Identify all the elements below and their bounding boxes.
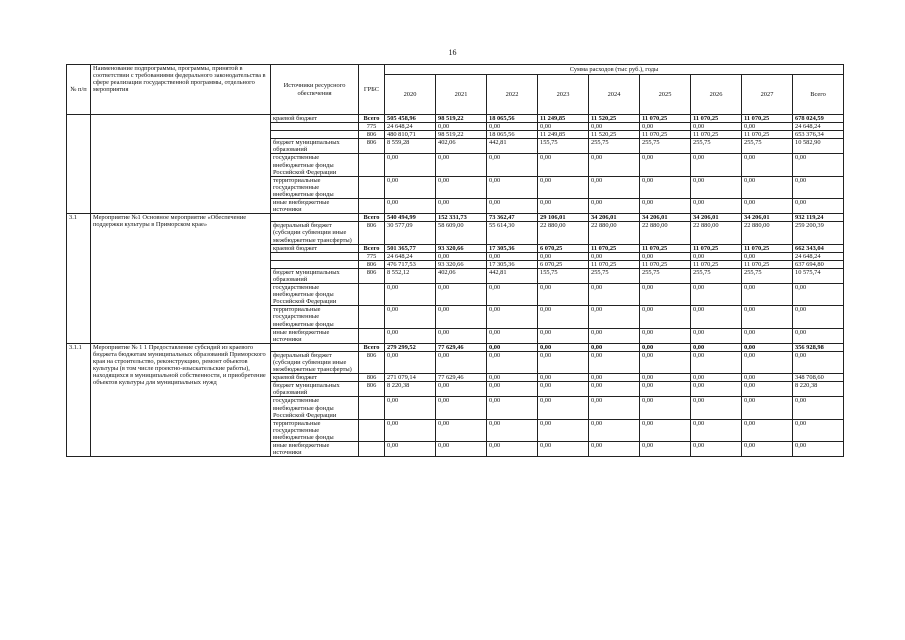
year-value: 0,00: [385, 397, 436, 419]
year-value: 0,00: [436, 351, 487, 373]
funding-source: государственные внебюджетные фонды Российской Федерации: [271, 397, 359, 419]
table-header: [67, 65, 844, 115]
year-value: 24 648,24: [385, 252, 436, 260]
year-value: 34 206,01: [742, 214, 793, 222]
year-value: 11 070,25: [640, 131, 691, 139]
header-year: 2024: [589, 75, 640, 115]
total-value: 662 343,04: [793, 244, 844, 252]
year-value: 77 629,46: [436, 343, 487, 351]
year-value: 0,00: [487, 374, 538, 382]
year-value: 11 070,25: [691, 131, 742, 139]
year-value: 0,00: [436, 154, 487, 176]
year-value: 0,00: [589, 382, 640, 397]
year-value: 0,00: [487, 382, 538, 397]
year-value: 93 320,66: [436, 260, 487, 268]
header-year: 2021: [436, 75, 487, 115]
year-value: 34 206,01: [640, 214, 691, 222]
year-value: 98 519,22: [436, 131, 487, 139]
row-number: [67, 115, 91, 214]
header-year: 2023: [538, 75, 589, 115]
header-year: 2020: [385, 75, 436, 115]
year-value: 11 520,25: [589, 131, 640, 139]
year-value: 11 520,25: [589, 115, 640, 123]
year-value: 0,00: [589, 351, 640, 373]
total-value: 0,00: [793, 284, 844, 306]
year-value: 0,00: [691, 374, 742, 382]
year-value: 0,00: [538, 374, 589, 382]
grbs-code: [359, 176, 385, 198]
funding-source: [271, 214, 359, 222]
year-value: 402,06: [436, 139, 487, 154]
funding-source: бюджет муниципальных образований: [271, 268, 359, 283]
year-value: 0,00: [487, 419, 538, 441]
funding-source: иные внебюджетные источники: [271, 199, 359, 214]
total-value: 0,00: [793, 397, 844, 419]
year-value: 0,00: [385, 284, 436, 306]
grbs-code: [359, 199, 385, 214]
total-value: 0,00: [793, 306, 844, 328]
grbs-code: [359, 419, 385, 441]
funding-source: краевой бюджет: [271, 374, 359, 382]
year-value: 11 249,85: [538, 131, 589, 139]
year-value: 8 552,12: [385, 268, 436, 283]
total-value: 932 119,24: [793, 214, 844, 222]
grbs-code: [359, 328, 385, 343]
funding-source: территориальные государственные внебюджетные фонды: [271, 419, 359, 441]
year-value: 402,06: [436, 268, 487, 283]
year-value: 11 070,25: [691, 244, 742, 252]
year-value: 540 494,99: [385, 214, 436, 222]
year-value: 0,00: [640, 306, 691, 328]
year-value: 476 717,53: [385, 260, 436, 268]
year-value: 0,00: [436, 419, 487, 441]
funding-source: [271, 123, 359, 131]
year-value: 58 609,00: [436, 222, 487, 244]
year-value: 93 320,66: [436, 244, 487, 252]
grbs-code: 806: [359, 260, 385, 268]
year-value: 11 070,25: [640, 260, 691, 268]
grbs-code: [359, 284, 385, 306]
year-value: 0,00: [436, 284, 487, 306]
funding-source: иные внебюджетные источники: [271, 442, 359, 457]
year-value: 0,00: [691, 284, 742, 306]
year-value: 8 220,38: [385, 382, 436, 397]
year-value: 0,00: [589, 419, 640, 441]
year-value: 0,00: [538, 419, 589, 441]
year-value: 0,00: [691, 397, 742, 419]
year-value: 0,00: [385, 351, 436, 373]
table-row: [67, 343, 844, 351]
year-value: 0,00: [640, 123, 691, 131]
year-value: 255,75: [742, 139, 793, 154]
year-value: 0,00: [640, 442, 691, 457]
program-name: Мероприятие № 1 1 Предоставление субсидий из краевого бюджета бюджетам муниципальных образований Приморского края на строительство, реконструкцию, ремонт объектов культуры (в том числе проектно-изыскательские работы), находящихся в муниципальной собственности, и приобретение объектов культуры для муниципальных нужд: [91, 343, 271, 456]
year-value: 22 880,00: [589, 222, 640, 244]
year-value: 0,00: [538, 252, 589, 260]
year-value: 0,00: [640, 328, 691, 343]
funding-source: государственные внебюджетные фонды Российской Федерации: [271, 284, 359, 306]
grbs-code: 806: [359, 351, 385, 373]
grbs-code: 806: [359, 374, 385, 382]
year-value: 11 249,85: [538, 115, 589, 123]
year-value: 152 331,73: [436, 214, 487, 222]
total-value: 259 200,39: [793, 222, 844, 244]
year-value: 0,00: [742, 343, 793, 351]
year-value: 0,00: [640, 199, 691, 214]
total-value: 8 220,38: [793, 382, 844, 397]
year-value: 8 559,28: [385, 139, 436, 154]
year-value: 11 070,25: [742, 115, 793, 123]
year-value: 17 305,36: [487, 260, 538, 268]
year-value: 0,00: [742, 442, 793, 457]
year-value: 0,00: [691, 442, 742, 457]
year-value: 0,00: [436, 397, 487, 419]
funding-source: бюджет муниципальных образований: [271, 139, 359, 154]
year-value: 0,00: [487, 123, 538, 131]
year-value: 0,00: [538, 397, 589, 419]
year-value: 0,00: [640, 382, 691, 397]
grbs-code: Всего: [359, 343, 385, 351]
grbs-code: 806: [359, 268, 385, 283]
year-value: 0,00: [436, 328, 487, 343]
year-value: 0,00: [487, 176, 538, 198]
year-value: 255,75: [691, 139, 742, 154]
year-value: 0,00: [487, 397, 538, 419]
year-value: 34 206,01: [589, 214, 640, 222]
year-value: 22 880,00: [538, 222, 589, 244]
funding-source: [271, 252, 359, 260]
funding-source: краевой бюджет: [271, 115, 359, 123]
header-year: 2025: [640, 75, 691, 115]
year-value: 0,00: [691, 154, 742, 176]
total-value: 678 024,59: [793, 115, 844, 123]
year-value: 0,00: [385, 176, 436, 198]
year-value: 0,00: [691, 252, 742, 260]
year-value: 11 070,25: [640, 244, 691, 252]
year-value: 0,00: [538, 284, 589, 306]
table-row: [67, 214, 844, 222]
year-value: 0,00: [691, 382, 742, 397]
year-value: 0,00: [589, 328, 640, 343]
year-value: 0,00: [691, 176, 742, 198]
year-value: 11 070,25: [589, 260, 640, 268]
total-value: 0,00: [793, 154, 844, 176]
year-value: 0,00: [742, 351, 793, 373]
year-value: 0,00: [436, 442, 487, 457]
program-name: [91, 115, 271, 214]
year-value: 0,00: [436, 382, 487, 397]
year-value: 0,00: [589, 252, 640, 260]
year-value: 11 070,25: [589, 244, 640, 252]
year-value: 0,00: [487, 306, 538, 328]
total-value: 10 582,90: [793, 139, 844, 154]
year-value: 0,00: [691, 343, 742, 351]
year-value: 22 880,00: [742, 222, 793, 244]
year-value: 0,00: [742, 154, 793, 176]
year-value: 0,00: [589, 176, 640, 198]
grbs-code: 806: [359, 222, 385, 244]
total-value: 0,00: [793, 442, 844, 457]
year-value: 0,00: [436, 252, 487, 260]
year-value: 0,00: [487, 442, 538, 457]
total-value: 24 648,24: [793, 123, 844, 131]
year-value: 0,00: [691, 328, 742, 343]
row-number: 3.1: [67, 214, 91, 344]
year-value: 0,00: [487, 284, 538, 306]
year-value: 11 070,25: [691, 260, 742, 268]
row-number: 3.1.1: [67, 343, 91, 456]
year-value: 0,00: [538, 154, 589, 176]
total-value: 0,00: [793, 176, 844, 198]
year-value: 0,00: [691, 199, 742, 214]
header-name: Наименование подпрограммы, программы, принятой в соответствии с требованиями федерального законодательства в сфере реализации государственной программы, отдельного мероприятия: [91, 65, 271, 115]
header-sum-group: Сумма расходов (тыс руб.), годы: [385, 65, 844, 75]
funding-source: федеральный бюджет (субсидии субвенции иные межбюджетные трансферты): [271, 351, 359, 373]
year-value: 0,00: [538, 176, 589, 198]
grbs-code: Всего: [359, 115, 385, 123]
budget-table: [66, 64, 844, 457]
year-value: 0,00: [436, 306, 487, 328]
year-value: 271 079,14: [385, 374, 436, 382]
year-value: 0,00: [640, 397, 691, 419]
year-value: 77 629,46: [436, 374, 487, 382]
grbs-code: Всего: [359, 214, 385, 222]
header-year: 2026: [691, 75, 742, 115]
grbs-code: 806: [359, 131, 385, 139]
year-value: 0,00: [538, 199, 589, 214]
year-value: 73 362,47: [487, 214, 538, 222]
year-value: 155,75: [538, 268, 589, 283]
year-value: 0,00: [538, 306, 589, 328]
year-value: 0,00: [589, 284, 640, 306]
year-value: 0,00: [742, 306, 793, 328]
year-value: 255,75: [691, 268, 742, 283]
year-value: 0,00: [436, 199, 487, 214]
funding-source: территориальные государственные внебюджетные фонды: [271, 176, 359, 198]
year-value: 255,75: [589, 139, 640, 154]
grbs-code: [359, 306, 385, 328]
total-value: 637 694,80: [793, 260, 844, 268]
year-value: 279 299,52: [385, 343, 436, 351]
year-value: 0,00: [538, 343, 589, 351]
year-value: 255,75: [640, 139, 691, 154]
year-value: 0,00: [742, 419, 793, 441]
funding-source: [271, 131, 359, 139]
year-value: 18 065,56: [487, 131, 538, 139]
funding-source: федеральный бюджет (субсидии субвенции иные межбюджетные трансферты): [271, 222, 359, 244]
year-value: 0,00: [742, 374, 793, 382]
year-value: 0,00: [385, 154, 436, 176]
year-value: 0,00: [487, 199, 538, 214]
year-value: 0,00: [742, 284, 793, 306]
year-value: 0,00: [487, 328, 538, 343]
total-value: 348 708,60: [793, 374, 844, 382]
year-value: 0,00: [742, 397, 793, 419]
funding-source: краевой бюджет: [271, 244, 359, 252]
year-value: 24 648,24: [385, 123, 436, 131]
header-year: Всего: [793, 75, 844, 115]
year-value: 0,00: [487, 351, 538, 373]
year-value: 0,00: [487, 154, 538, 176]
year-value: 0,00: [640, 154, 691, 176]
year-value: 505 458,96: [385, 115, 436, 123]
year-value: 0,00: [538, 328, 589, 343]
year-value: 29 106,01: [538, 214, 589, 222]
year-value: 0,00: [385, 442, 436, 457]
header-num: № п/п: [67, 65, 91, 115]
total-value: 0,00: [793, 351, 844, 373]
year-value: 0,00: [538, 442, 589, 457]
year-value: 11 070,25: [640, 115, 691, 123]
grbs-code: 775: [359, 123, 385, 131]
year-value: 6 070,25: [538, 244, 589, 252]
header-year: 2022: [487, 75, 538, 115]
total-value: 653 376,34: [793, 131, 844, 139]
year-value: 0,00: [589, 374, 640, 382]
total-value: 24 648,24: [793, 252, 844, 260]
grbs-code: 806: [359, 382, 385, 397]
year-value: 0,00: [589, 397, 640, 419]
year-value: 0,00: [487, 343, 538, 351]
program-name: Мероприятие №1 Основное мероприятие «Обеспечение поддержки культуры в Приморском крае»: [91, 214, 271, 344]
table-row: [67, 115, 844, 123]
year-value: 0,00: [742, 252, 793, 260]
year-value: 0,00: [742, 199, 793, 214]
year-value: 0,00: [691, 351, 742, 373]
year-value: 17 305,36: [487, 244, 538, 252]
year-value: 0,00: [742, 382, 793, 397]
year-value: 0,00: [691, 123, 742, 131]
year-value: 18 065,56: [487, 115, 538, 123]
funding-source: иные внебюджетные источники: [271, 328, 359, 343]
year-value: 0,00: [385, 328, 436, 343]
year-value: 0,00: [436, 123, 487, 131]
year-value: 155,75: [538, 139, 589, 154]
year-value: 55 614,30: [487, 222, 538, 244]
year-value: 30 577,09: [385, 222, 436, 244]
year-value: 0,00: [385, 199, 436, 214]
grbs-code: Всего: [359, 244, 385, 252]
total-value: 356 928,98: [793, 343, 844, 351]
year-value: 0,00: [640, 351, 691, 373]
year-value: 11 070,25: [691, 115, 742, 123]
year-value: 0,00: [538, 123, 589, 131]
year-value: 0,00: [487, 252, 538, 260]
year-value: 0,00: [589, 154, 640, 176]
year-value: 11 070,25: [742, 131, 793, 139]
page-number: 16: [448, 48, 457, 57]
total-value: 0,00: [793, 419, 844, 441]
year-value: 255,75: [640, 268, 691, 283]
year-value: 0,00: [640, 419, 691, 441]
year-value: 0,00: [640, 176, 691, 198]
year-value: 501 365,77: [385, 244, 436, 252]
total-value: 0,00: [793, 328, 844, 343]
year-value: 0,00: [589, 306, 640, 328]
year-value: 442,81: [487, 139, 538, 154]
funding-source: [271, 260, 359, 268]
year-value: 22 880,00: [691, 222, 742, 244]
year-value: 0,00: [691, 306, 742, 328]
year-value: 0,00: [538, 351, 589, 373]
grbs-code: [359, 154, 385, 176]
year-value: 98 519,22: [436, 115, 487, 123]
year-value: 0,00: [589, 343, 640, 351]
year-value: 0,00: [589, 199, 640, 214]
year-value: 0,00: [589, 123, 640, 131]
year-value: 442,81: [487, 268, 538, 283]
year-value: 255,75: [589, 268, 640, 283]
year-value: 0,00: [640, 252, 691, 260]
grbs-code: 806: [359, 139, 385, 154]
header-year: 2027: [742, 75, 793, 115]
year-value: 11 070,25: [742, 260, 793, 268]
year-value: 11 070,25: [742, 244, 793, 252]
year-value: 0,00: [640, 284, 691, 306]
table-body: [67, 115, 844, 457]
year-value: 255,75: [742, 268, 793, 283]
year-value: 0,00: [691, 419, 742, 441]
year-value: 34 206,01: [691, 214, 742, 222]
funding-source: бюджет муниципальных образований: [271, 382, 359, 397]
year-value: 6 070,25: [538, 260, 589, 268]
year-value: 0,00: [538, 382, 589, 397]
year-value: 0,00: [385, 419, 436, 441]
grbs-code: [359, 442, 385, 457]
total-value: 10 575,74: [793, 268, 844, 283]
year-value: 0,00: [385, 306, 436, 328]
header-grbs: ГРБС: [359, 65, 385, 115]
funding-source: территориальные государственные внебюджетные фонды: [271, 306, 359, 328]
grbs-code: [359, 397, 385, 419]
year-value: 0,00: [742, 328, 793, 343]
funding-source: [271, 343, 359, 351]
total-value: 0,00: [793, 199, 844, 214]
year-value: 480 810,71: [385, 131, 436, 139]
year-value: 22 880,00: [640, 222, 691, 244]
year-value: 0,00: [742, 176, 793, 198]
year-value: 0,00: [742, 123, 793, 131]
grbs-code: 775: [359, 252, 385, 260]
year-value: 0,00: [640, 343, 691, 351]
year-value: 0,00: [640, 374, 691, 382]
header-source: Источники ресурсного обеспечения: [271, 65, 359, 115]
funding-source: государственные внебюджетные фонды Российской Федерации: [271, 154, 359, 176]
year-value: 0,00: [436, 176, 487, 198]
year-value: 0,00: [589, 442, 640, 457]
